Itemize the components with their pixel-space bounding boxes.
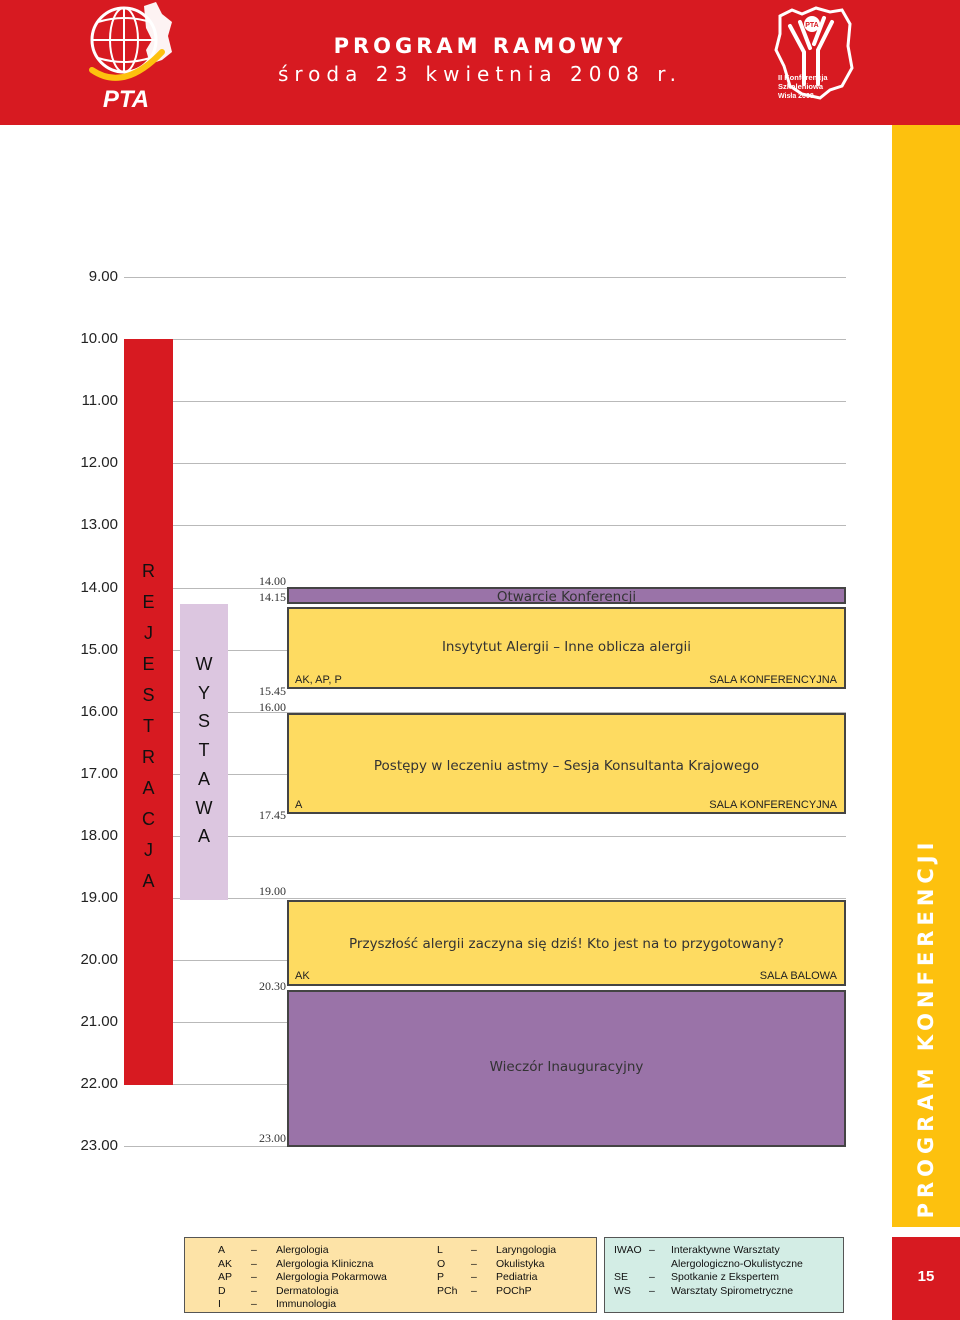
time-marker: 16.00 xyxy=(259,700,286,714)
time-marker: 20.30 xyxy=(259,979,286,993)
legend-abbr: SE xyxy=(614,1271,629,1283)
session-opening[interactable] xyxy=(287,587,846,604)
legend-abbr: AK xyxy=(218,1258,233,1270)
hour-label: 22.00 xyxy=(80,1075,118,1092)
legend-name: Alergologia Kliniczna xyxy=(276,1258,374,1270)
hour-gridline xyxy=(124,463,846,464)
svg-text:PTA: PTA xyxy=(102,86,150,113)
legend-name: Alergologia xyxy=(276,1244,329,1256)
legend-name: Interaktywne Warsztaty xyxy=(671,1244,780,1256)
legend-name: POChP xyxy=(496,1285,532,1297)
program-title: PROGRAM RAMOWY xyxy=(333,34,627,58)
legend-name: Alergologiczno-Okulistyczne xyxy=(671,1258,803,1270)
legend-dash: – xyxy=(471,1285,477,1297)
svg-text:Wisła 2008: Wisła 2008 xyxy=(778,93,814,100)
svg-text:II Konferencja: II Konferencja xyxy=(778,73,828,82)
hour-label: 20.00 xyxy=(80,951,118,968)
hour-label: 23.00 xyxy=(80,1137,118,1154)
legend-dash: – xyxy=(649,1244,655,1256)
legend-abbr: O xyxy=(437,1258,446,1270)
session-future[interactable] xyxy=(287,900,846,986)
legend-name: Spotkanie z Ekspertem xyxy=(671,1271,779,1283)
legend-abbr: PCh xyxy=(437,1285,458,1297)
session-room: SALA BALOWA xyxy=(759,970,837,982)
legend-name: Okulistyka xyxy=(496,1258,545,1270)
program-date: środa 23 kwietnia 2008 r. xyxy=(277,62,683,86)
session-room: SALA KONFERENCYJNA xyxy=(709,674,837,686)
legend-dash: – xyxy=(471,1271,477,1283)
time-marker: 14.00 xyxy=(259,574,286,588)
time-marker: 15.45 xyxy=(259,684,286,698)
hour-gridline xyxy=(124,898,846,899)
hour-label: 16.00 xyxy=(80,703,118,720)
time-marker: 23.00 xyxy=(259,1131,286,1145)
session-code: AK xyxy=(295,970,310,982)
legend-workshops xyxy=(604,1237,844,1313)
legend-dash: – xyxy=(251,1298,257,1310)
hour-label: 15.00 xyxy=(80,641,118,658)
legend-dash: – xyxy=(649,1285,655,1297)
side-band-label: PROGRAM KONFERENCJI xyxy=(914,837,938,1219)
hour-label: 17.00 xyxy=(80,765,118,782)
session-title: Postępy w leczeniu astmy – Sesja Konsultanta Krajowego xyxy=(373,758,760,774)
legend-dash: – xyxy=(251,1258,257,1270)
header-banner xyxy=(0,0,960,125)
hour-label: 13.00 xyxy=(80,516,118,533)
time-marker: 19.00 xyxy=(259,884,286,898)
session-room: SALA KONFERENCYJNA xyxy=(709,799,837,811)
hour-gridline xyxy=(124,525,846,526)
session-code: AK, AP, P xyxy=(295,674,342,686)
exhibition-label: W Y S T A W A xyxy=(195,654,213,847)
hour-gridline xyxy=(124,836,846,837)
session-institute[interactable] xyxy=(287,607,846,689)
session-title: Wieczór Inauguracyjny xyxy=(489,1059,644,1075)
legend-abbr: WS xyxy=(614,1285,631,1297)
session-title: Otwarcie Konferencji xyxy=(496,589,637,605)
legend-abbr: I xyxy=(218,1298,221,1310)
legend-name: Alergologia Pokarmowa xyxy=(276,1271,387,1283)
session-evening[interactable] xyxy=(287,990,846,1147)
legend-name: Warsztaty Spirometryczne xyxy=(671,1285,794,1297)
time-marker: 14.15 xyxy=(259,590,286,604)
legend-abbr: A xyxy=(218,1244,226,1256)
legend-name: Laryngologia xyxy=(496,1244,557,1256)
legend-dash: – xyxy=(649,1271,655,1283)
legend-name: Pediatria xyxy=(496,1271,538,1283)
legend-dash: – xyxy=(471,1244,477,1256)
hour-gridline xyxy=(124,401,846,402)
legend-abbr: P xyxy=(437,1271,445,1283)
session-title: Insytytut Alergii – Inne oblicza alergii xyxy=(441,639,692,655)
hour-label: 11.00 xyxy=(81,392,118,409)
legend-dash: – xyxy=(251,1244,257,1256)
svg-text:PTA: PTA xyxy=(805,22,819,29)
hour-label: 14.00 xyxy=(80,579,118,596)
legend-abbr: D xyxy=(218,1285,226,1297)
legend-abbr: IWAO xyxy=(614,1244,642,1256)
page-number: 15 xyxy=(917,1268,935,1285)
registration-label: R E J E S T R A C J A xyxy=(142,561,155,891)
time-marker: 17.45 xyxy=(259,808,286,822)
legend-specialties xyxy=(184,1237,597,1313)
legend-dash: – xyxy=(251,1285,257,1297)
session-title: Przyszłość alergii zaczyna się dziś! Kto jest na to przygotowany? xyxy=(349,936,784,952)
hour-label: 10.00 xyxy=(80,330,118,347)
hour-label: 19.00 xyxy=(80,889,118,906)
hour-label: 18.00 xyxy=(80,827,118,844)
legend-abbr: L xyxy=(437,1244,443,1256)
hour-gridline xyxy=(124,277,846,278)
hour-gridline xyxy=(124,339,846,340)
legend-dash: – xyxy=(471,1258,477,1270)
conference-logo-icon xyxy=(772,6,856,106)
legend-abbr: AP xyxy=(218,1271,233,1283)
session-code: A xyxy=(295,799,303,811)
hour-label: 12.00 xyxy=(80,454,118,471)
legend-dash: – xyxy=(251,1271,257,1283)
svg-text:Szkoleniowa: Szkoleniowa xyxy=(778,82,824,91)
hour-label: 9.00 xyxy=(88,268,118,285)
legend-name: Immunologia xyxy=(276,1298,337,1310)
hour-label: 21.00 xyxy=(80,1013,118,1030)
legend-name: Dermatologia xyxy=(276,1285,339,1297)
session-asthma[interactable] xyxy=(287,713,846,814)
